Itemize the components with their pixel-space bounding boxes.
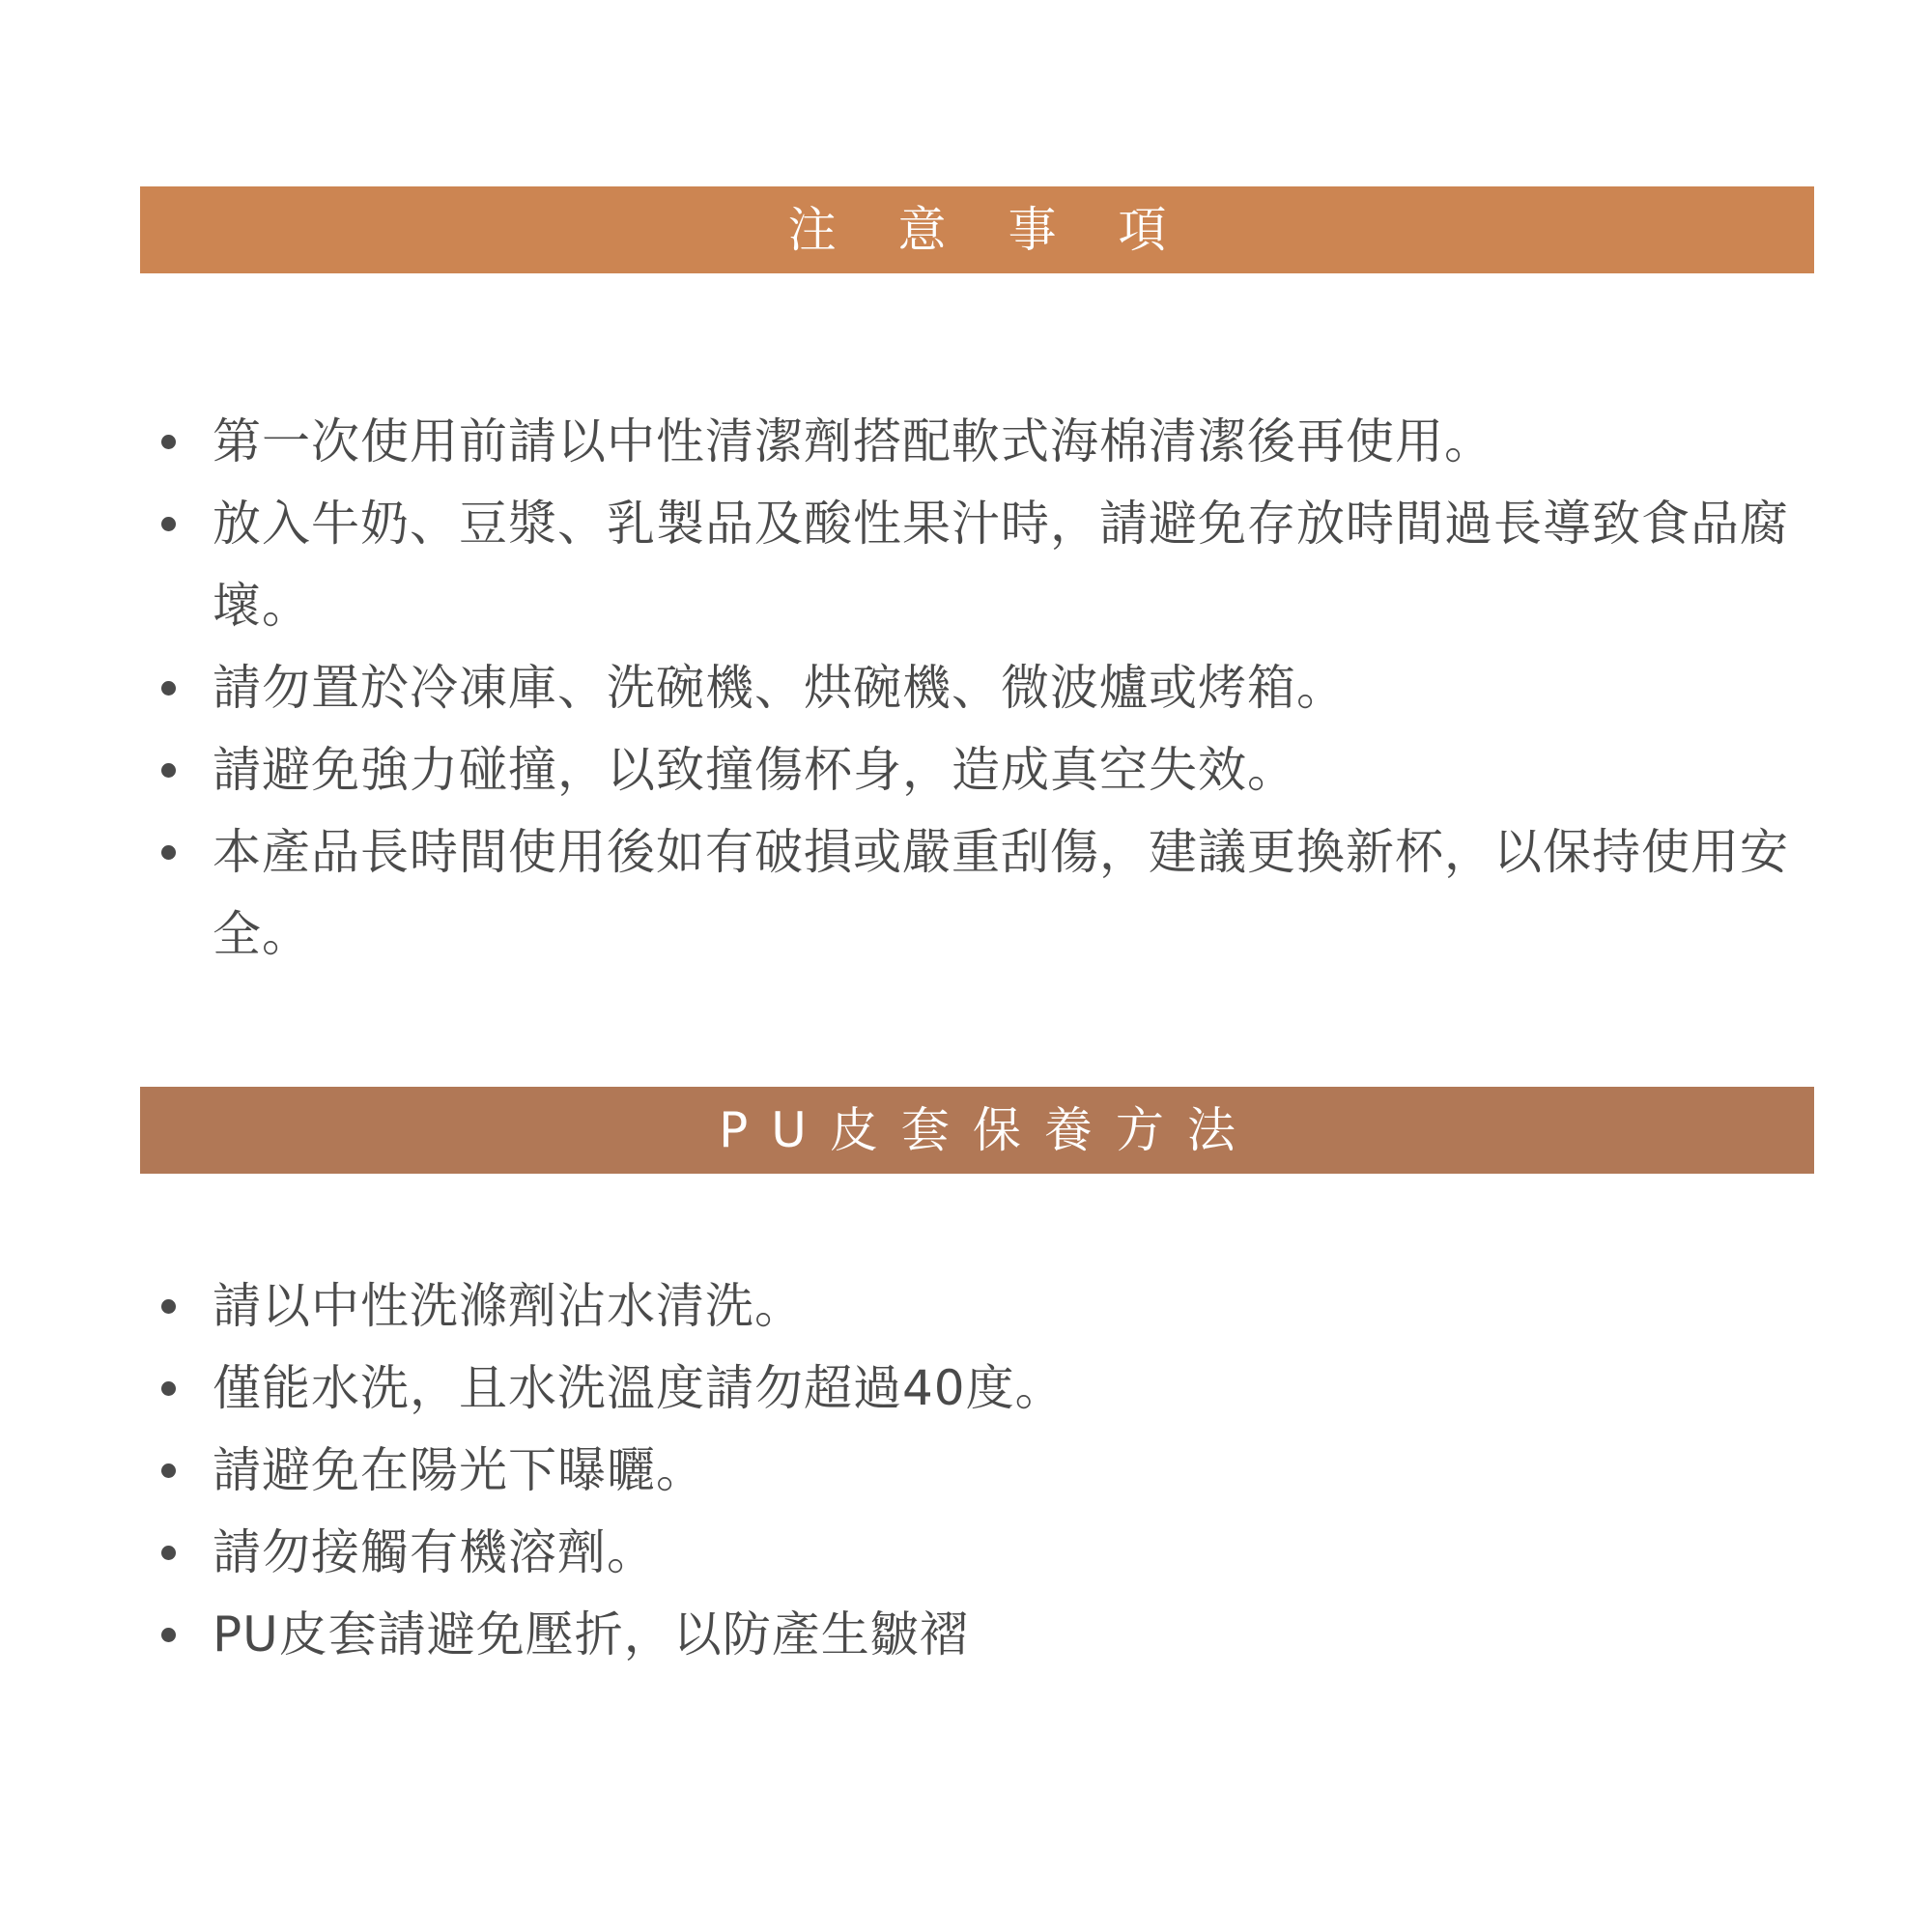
list-item-text: 請勿接觸有機溶劑。 — [213, 1524, 656, 1580]
bullet-icon — [161, 845, 176, 860]
list-item-text: 請避免在陽光下曝曬。 — [213, 1442, 705, 1498]
list-item — [150, 647, 1811, 729]
list-item-text: 請避免強力碰撞，以致撞傷杯身，造成真空失效。 — [213, 742, 1296, 798]
list-item — [150, 401, 1811, 483]
care-section-header — [140, 1087, 1814, 1174]
list-item-text: 第一次使用前請以中性清潔劑搭配軟式海棉清潔後再使用。 — [213, 413, 1493, 469]
list-item — [150, 1430, 1811, 1512]
list-item — [150, 1348, 1811, 1430]
list-item — [150, 811, 1811, 976]
notice-list — [150, 401, 1811, 976]
bullet-icon — [161, 1463, 176, 1478]
list-item — [150, 729, 1811, 811]
list-item-text: 僅能水洗，且水洗溫度請勿超過40度。 — [213, 1360, 1065, 1416]
list-item — [150, 1265, 1811, 1348]
list-item-text: 請以中性洗滌劑沾水清洗。 — [213, 1278, 804, 1334]
notice-section-header — [140, 186, 1814, 273]
list-item-text: 本產品長時間使用後如有破損或嚴重刮傷，建議更換新杯，以保持使用安全。 — [213, 824, 1789, 962]
bullet-icon — [161, 763, 176, 778]
care-section-title: PU皮套保養方法 — [719, 1102, 1259, 1158]
list-item-text: 請勿置於冷凍庫、洗碗機、烘碗機、微波爐或烤箱。 — [213, 660, 1346, 716]
bullet-icon — [161, 681, 176, 696]
bullet-icon — [161, 517, 176, 531]
list-item-text: PU皮套請避免壓折，以防產生皺褶 — [213, 1606, 969, 1662]
care-list — [150, 1265, 1811, 1676]
list-item — [150, 1594, 1811, 1676]
bullet-icon — [161, 1546, 176, 1560]
bullet-icon — [161, 1381, 176, 1396]
list-item — [150, 1512, 1811, 1594]
notice-section-title: 注 意 事 項 — [787, 202, 1190, 258]
bullet-icon — [161, 1299, 176, 1314]
list-item — [150, 483, 1811, 647]
bullet-icon — [161, 435, 176, 449]
list-item-text: 放入牛奶、豆漿、乳製品及酸性果汁時，請避免存放時間過長導致食品腐壞。 — [213, 496, 1789, 634]
bullet-icon — [161, 1628, 176, 1642]
